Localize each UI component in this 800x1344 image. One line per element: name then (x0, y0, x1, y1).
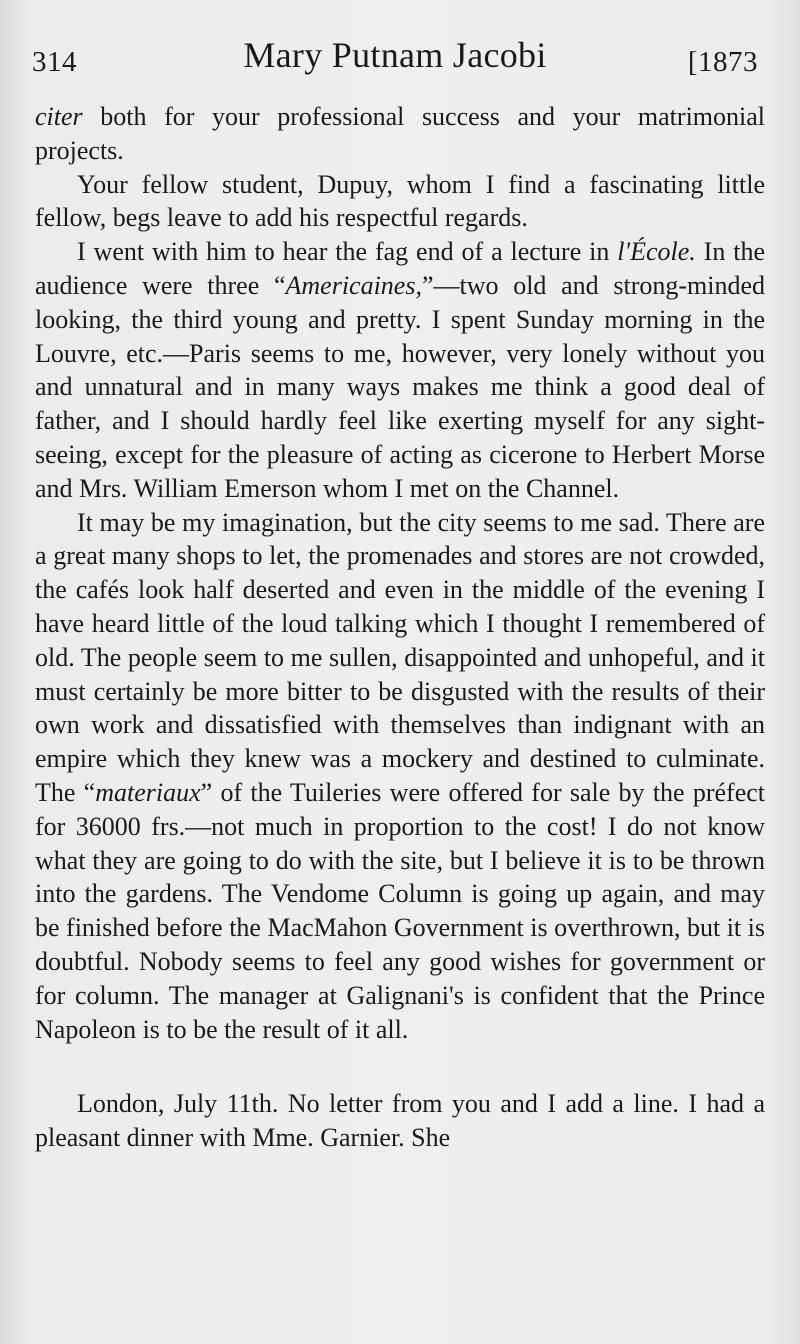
paragraph-city (35, 506, 765, 1047)
paragraph-text: It may be my imagination, but the city seems to me sad. There are a great many shops to let, the promenades and stores are not crowded, the cafés look half deserted and even in the middle of the evening I have heard little of the loud talking which I thought I remembered of old. The people seem to me sullen, disappointed and unhopeful, and it must certainly be more bitter to be disgusted with the results of their own work and dissatisfied with themselves than indignant with an empire which they knew was a mockery and destined to culminate. The “ (35, 507, 765, 807)
paragraph-lecture (35, 235, 765, 505)
section-spacer (35, 1046, 765, 1087)
paragraph-text: both for your professional success and your matrimonial projects. (35, 102, 765, 165)
italic-word: l'École. (617, 237, 696, 267)
paragraph-text: London, July 11th. No letter from you and I add a line. I had a pleasant dinner with Mme. Garnier. She (35, 1089, 765, 1153)
paragraph-dupuy (35, 168, 765, 236)
page-number: 314 (32, 46, 77, 78)
italic-word: materiaux (95, 777, 201, 807)
paragraph-text: ” of the Tuileries were offered for sale by the préfect for 36000 frs.—not much in proportion to the cost! I do not know what they are going to do with the site, but I believe it is to be thrown into the gardens. The Vendome Column is going up again, and may be finished before the MacMahon Government is overthrown, but it is doubtful. Nobody seems to feel any good wishes for government or for column. The manager at Galignani's is confident that the Prince Napoleon is to be the result of it all. (35, 777, 766, 1044)
italic-word: Americaines, (285, 270, 422, 300)
paragraph-text: ”—two old and strong-minded looking, the third young and pretty. I spent Sunday morning in the Louvre, etc.—Paris seems to me, however, very lonely without you and unnatural and in many ways makes me think a good deal of father, and I should hardly feel like exerting myself for any sight-seeing, except for the pleasure of acting as cicerone to Herbert Morse and Mrs. William Emerson whom I met on the Channel. (35, 270, 766, 503)
italic-word: citer (35, 102, 83, 131)
paragraph-text: In the audience were three “ (35, 237, 766, 300)
paragraph-text: I went with him to hear the fag end of a lecture in (77, 237, 618, 267)
page-header (32, 32, 758, 82)
paragraph-text: Your fellow student, Dupuy, whom I find a fascinating little fellow, begs leave to add his respectful regards. (35, 169, 765, 233)
body-text (35, 100, 765, 1155)
paragraph-london (35, 1087, 765, 1155)
paragraph-continuation (35, 100, 765, 168)
running-head-title: Mary Putnam Jacobi (243, 35, 547, 75)
running-head-year: [1873 (687, 46, 758, 78)
